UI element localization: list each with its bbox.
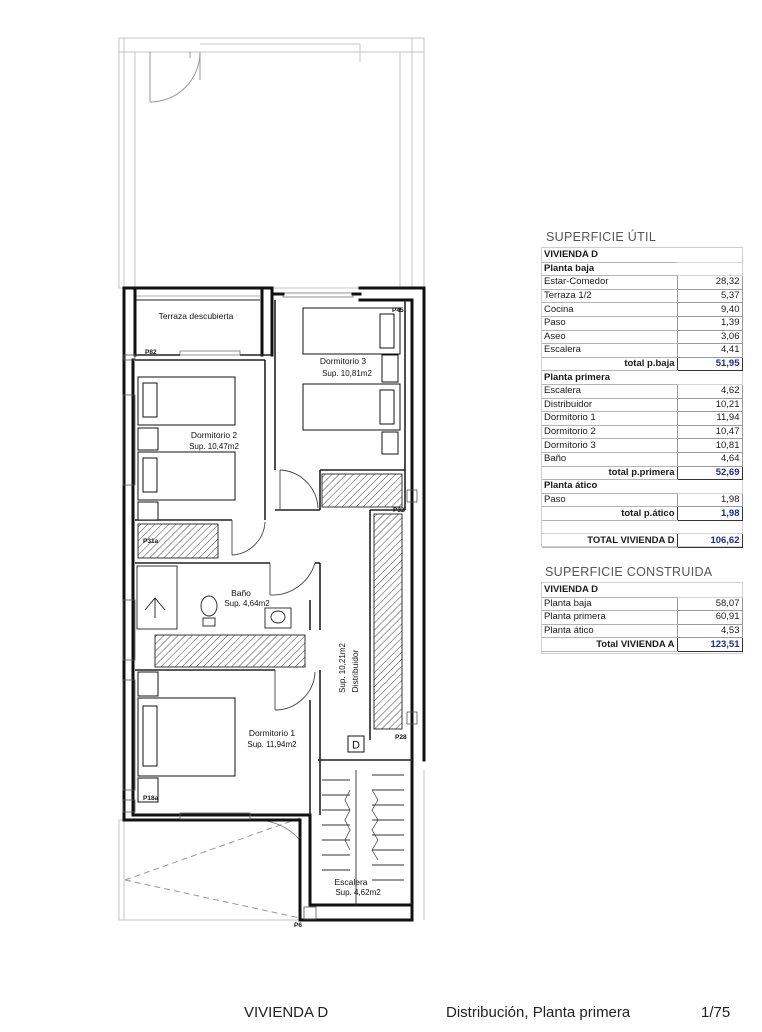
superficie-util-title: SUPERFICIE ÚTIL xyxy=(546,230,657,244)
room-name: Estar-Comedor xyxy=(542,276,677,290)
table-row xyxy=(542,480,742,494)
room-value: 11,94 xyxy=(677,412,742,426)
grand-total-label: TOTAL VIVIENDA D xyxy=(542,534,677,548)
room-name: Dormitorio 3 xyxy=(542,439,677,453)
table-row xyxy=(542,439,742,453)
superficie-util-table xyxy=(542,249,743,548)
lower-terrace-outline xyxy=(119,770,424,920)
room-value: 10,21 xyxy=(677,398,742,412)
table-row xyxy=(542,452,742,466)
grand-total-row xyxy=(542,534,742,548)
floor-value: 58,07 xyxy=(677,597,742,611)
room-value: 28,32 xyxy=(677,276,742,290)
total-label: total p.primera xyxy=(542,466,677,480)
room-area-dormitorio-2: Sup. 10,47m2 xyxy=(189,442,239,451)
table-row xyxy=(542,611,742,625)
tag-p32: P32 xyxy=(393,507,405,514)
floor-value: 4,53 xyxy=(677,624,742,638)
total-label: total p.baja xyxy=(542,357,677,371)
room-value: 3,06 xyxy=(677,330,742,344)
room-value: 5,37 xyxy=(677,289,742,303)
total-label: total p.ático xyxy=(542,507,677,521)
table-row xyxy=(542,493,742,507)
room-name: Escalera xyxy=(542,344,677,358)
group-name: Planta ático xyxy=(542,480,677,494)
group-name: Planta primera xyxy=(542,371,677,385)
room-name: Cocina xyxy=(542,303,677,317)
room-area-bano: Sup. 4,64m2 xyxy=(224,599,270,608)
total-row xyxy=(542,507,742,521)
total-value: 52,69 xyxy=(677,466,742,480)
tag-p18a: P18a xyxy=(143,795,159,802)
footer-page-number: 1/75 xyxy=(701,1004,731,1021)
table-row xyxy=(542,584,742,597)
room-name: Dormitorio 2 xyxy=(542,425,677,439)
room-name: Paso xyxy=(542,316,677,330)
room-area-dormitorio-3: Sup. 10,81m2 xyxy=(322,369,372,378)
table-row xyxy=(542,398,742,412)
floor-name: Planta baja xyxy=(542,597,677,611)
vivienda-label: VIVIENDA D xyxy=(542,249,677,262)
tag-p6: P6 xyxy=(294,922,302,929)
room-name: Terraza 1/2 xyxy=(542,289,677,303)
tag-p45: P45 xyxy=(392,307,404,314)
room-value: 4,41 xyxy=(677,344,742,358)
grand-total-value: 123,51 xyxy=(677,638,742,652)
room-value: 9,40 xyxy=(677,303,742,317)
room-name: Aseo xyxy=(542,330,677,344)
table-row xyxy=(542,303,742,317)
room-value: 4,62 xyxy=(677,384,742,398)
room-name: Escalera xyxy=(542,384,677,398)
group-name: Planta baja xyxy=(542,262,677,276)
room-value: 1,39 xyxy=(677,316,742,330)
total-value: 51,95 xyxy=(677,357,742,371)
room-name: Baño xyxy=(542,452,677,466)
table-row xyxy=(542,412,742,426)
room-name-escalera: Escalera xyxy=(334,877,368,887)
table-row xyxy=(542,344,742,358)
table-row xyxy=(542,371,742,385)
grand-total-label: Total VIVIENDA A xyxy=(542,638,677,652)
floor-value: 60,91 xyxy=(677,611,742,625)
room-name-terraza: Terraza descubierta xyxy=(158,311,234,321)
room-name-bano: Baño xyxy=(231,588,251,598)
vivienda-label: VIVIENDA D xyxy=(542,584,677,597)
table-row xyxy=(542,425,742,439)
room-name-distribuidor: Distribuidor xyxy=(350,649,360,693)
total-row xyxy=(542,466,742,480)
table-row xyxy=(542,289,742,303)
table-row xyxy=(542,597,742,611)
floor-name: Planta primera xyxy=(542,611,677,625)
room-name: Dormitorio 1 xyxy=(542,412,677,426)
spacer-row xyxy=(542,520,742,534)
room-area-escalera: Sup. 4,62m2 xyxy=(335,888,381,897)
table-row xyxy=(542,624,742,638)
room-area-dormitorio-1: Sup. 11,94m2 xyxy=(247,740,297,749)
footer-drawing-title: Distribución, Planta primera xyxy=(446,1004,631,1021)
table-row xyxy=(542,330,742,344)
total-value: 1,98 xyxy=(677,507,742,521)
room-name: Distribuidor xyxy=(542,398,677,412)
upper-terrace-outline xyxy=(119,38,424,288)
bathroom-fixtures xyxy=(137,566,291,629)
room-value: 4,64 xyxy=(677,452,742,466)
table-row xyxy=(542,276,742,290)
room-name-dormitorio-2: Dormitorio 2 xyxy=(190,430,238,440)
unit-marker: D xyxy=(352,739,360,752)
table-row xyxy=(542,249,742,262)
table-row xyxy=(542,262,742,276)
room-value: 10,47 xyxy=(677,425,742,439)
wardrobes xyxy=(138,474,402,729)
room-name-dormitorio-3: Dormitorio 3 xyxy=(319,356,367,366)
superficie-construida-title: SUPERFICIE CONSTRUIDA xyxy=(545,565,713,579)
table-row xyxy=(542,384,742,398)
grand-total-value: 106,62 xyxy=(677,534,742,548)
superficie-construida-table xyxy=(542,584,743,652)
table-row xyxy=(542,316,742,330)
tag-p82: P82 xyxy=(145,349,157,356)
grand-total-row xyxy=(542,638,742,652)
tag-p31a: P31a xyxy=(143,538,159,545)
room-area-distribuidor: Sup. 10,21m2 xyxy=(338,643,347,693)
room-value: 1,98 xyxy=(677,493,742,507)
room-name-dormitorio-1: Dormitorio 1 xyxy=(248,728,296,738)
floor-name: Planta ático xyxy=(542,624,677,638)
footer-unit: VIVIENDA D xyxy=(244,1004,329,1021)
tag-p28: P28 xyxy=(395,734,407,741)
room-name: Paso xyxy=(542,493,677,507)
total-row xyxy=(542,357,742,371)
room-value: 10,81 xyxy=(677,439,742,453)
